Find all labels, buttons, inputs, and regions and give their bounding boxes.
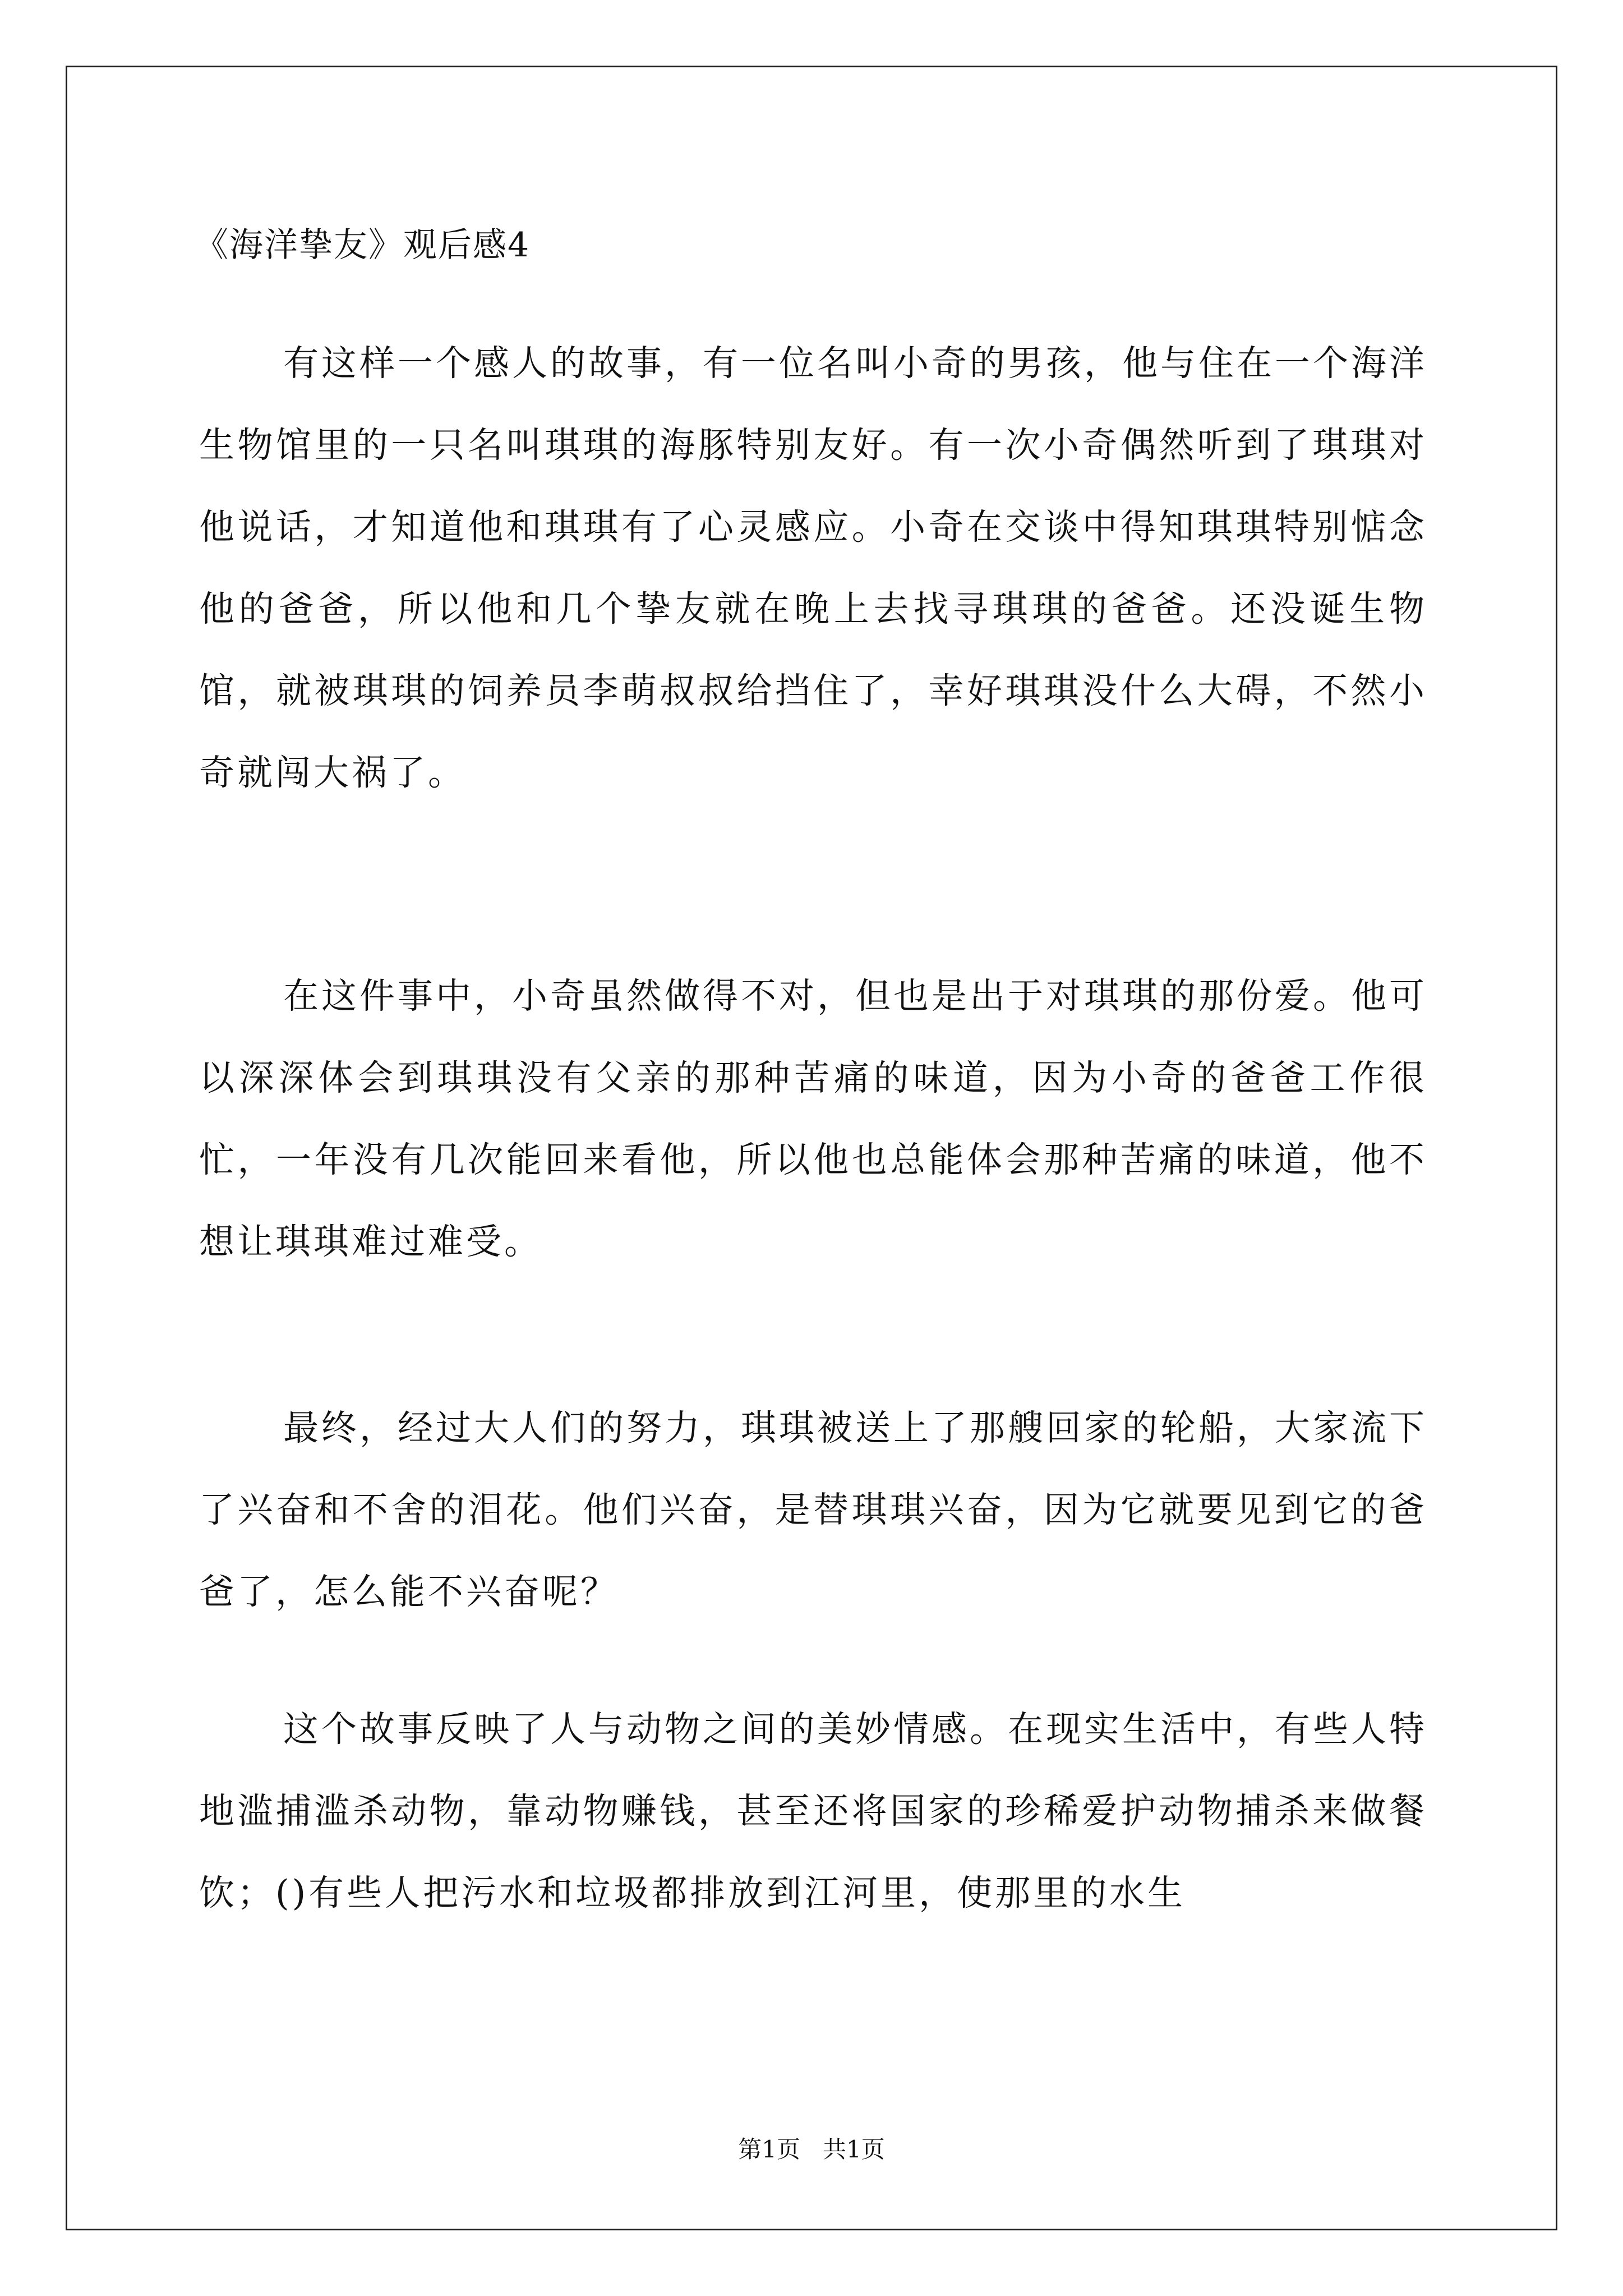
page-number: 第1页 [738,2136,800,2163]
page-total: 共1页 [823,2136,885,2163]
paragraph-3: 最终，经过大人们的努力，琪琪被送上了那艘回家的轮船，大家流下了兴奋和不舍的泪花。他们兴奋，是替琪琪兴奋，因为它就要见到它的爸爸了，怎么能不兴奋呢？ [199,1407,1427,1612]
paragraph-2: 在这件事中，小奇虽然做得不对，但也是出于对琪琪的那份爱。他可以深深体会到琪琪没有父亲的那种苦痛的味道，因为小奇的爸爸工作很忙，一年没有几次能回来看他，所以他也总能体会那种苦痛的味道，他不想让琪琪难过难受。 [199,976,1427,1262]
paragraph-4: 这个故事反映了人与动物之间的美妙情感。在现实生活中，有些人特地滥捕滥杀动物，靠动物赚钱，甚至还将国家的珍稀爱护动物捕杀来做餐饮；()有些人把污水和垃圾都排放到江河里，使那里的水生 [199,1709,1427,1913]
paragraph-1: 有这样一个感人的故事，有一位名叫小奇的男孩，他与住在一个海洋生物馆里的一只名叫琪琪的海豚特别友好。有一次小奇偶然听到了琪琪对他说话，才知道他和琪琪有了心灵感应。小奇在交谈中得知琪琪特别惦念他的爸爸，所以他和几个挚友就在晚上去找寻琪琪的爸爸。还没诞生物馆，就被琪琪的饲养员李萌叔叔给挡住了，幸好琪琪没什么大碍，不然小奇就闯大祸了。 [199,343,1427,793]
page-footer [0,2133,1623,2166]
document-title: 《海洋挚友》观后感4 [195,226,531,265]
